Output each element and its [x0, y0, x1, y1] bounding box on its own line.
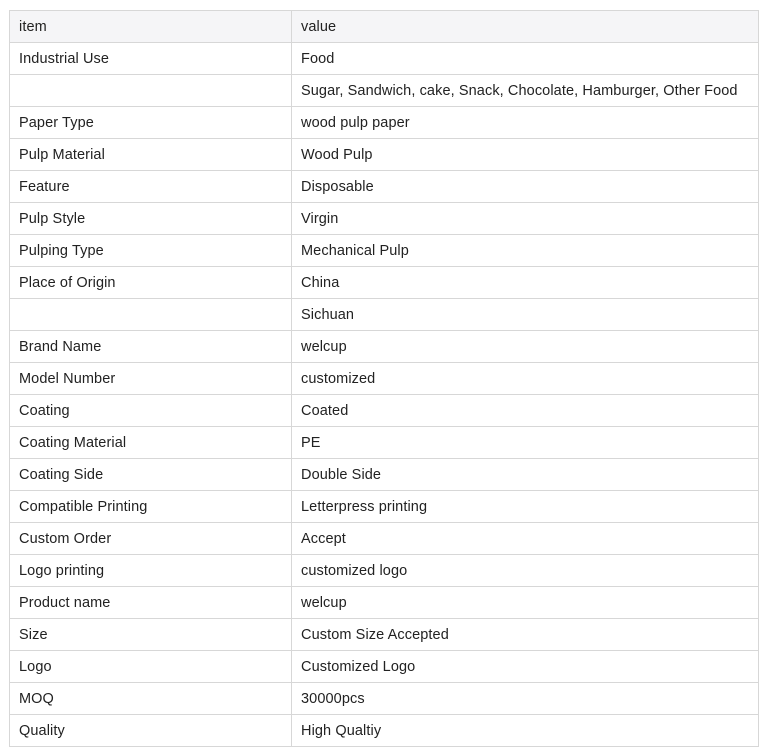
- item-cell: [10, 75, 292, 107]
- value-cell: welcup: [292, 331, 759, 363]
- value-cell: Double Side: [292, 459, 759, 491]
- item-cell: Place of Origin: [10, 267, 292, 299]
- spec-table: [9, 10, 759, 747]
- table-row: [10, 523, 759, 555]
- value-cell: High Qualtiy: [292, 715, 759, 747]
- value-cell: Custom Size Accepted: [292, 619, 759, 651]
- item-cell: Custom Order: [10, 523, 292, 555]
- table-row: [10, 43, 759, 75]
- value-cell: China: [292, 267, 759, 299]
- value-cell: PE: [292, 427, 759, 459]
- table-body: [10, 43, 759, 747]
- item-cell: Paper Type: [10, 107, 292, 139]
- table-header-row: [10, 11, 759, 43]
- value-cell: customized logo: [292, 555, 759, 587]
- item-cell: Model Number: [10, 363, 292, 395]
- item-cell: Size: [10, 619, 292, 651]
- table-row: [10, 235, 759, 267]
- item-cell: Product name: [10, 587, 292, 619]
- table-row: [10, 267, 759, 299]
- value-cell: Food: [292, 43, 759, 75]
- item-cell: Coating Side: [10, 459, 292, 491]
- table-row: [10, 459, 759, 491]
- table-row: [10, 683, 759, 715]
- value-cell: Mechanical Pulp: [292, 235, 759, 267]
- value-cell: welcup: [292, 587, 759, 619]
- table-row: [10, 619, 759, 651]
- value-cell: 30000pcs: [292, 683, 759, 715]
- item-cell: Pulping Type: [10, 235, 292, 267]
- item-cell: Compatible Printing: [10, 491, 292, 523]
- table-row: [10, 715, 759, 747]
- table-row: [10, 427, 759, 459]
- table-row: [10, 651, 759, 683]
- value-cell: customized: [292, 363, 759, 395]
- item-cell: Pulp Style: [10, 203, 292, 235]
- table-row: [10, 587, 759, 619]
- value-cell: Letterpress printing: [292, 491, 759, 523]
- table-row: [10, 75, 759, 107]
- item-cell: Coating: [10, 395, 292, 427]
- column-header-item: item: [10, 11, 292, 43]
- table-row: [10, 331, 759, 363]
- item-cell: MOQ: [10, 683, 292, 715]
- item-cell: Logo printing: [10, 555, 292, 587]
- item-cell: Coating Material: [10, 427, 292, 459]
- item-cell: Brand Name: [10, 331, 292, 363]
- item-cell: [10, 299, 292, 331]
- item-cell: Feature: [10, 171, 292, 203]
- spec-table-container: [9, 10, 758, 747]
- table-row: [10, 299, 759, 331]
- table-row: [10, 395, 759, 427]
- item-cell: Industrial Use: [10, 43, 292, 75]
- column-header-value: value: [292, 11, 759, 43]
- value-cell: Sichuan: [292, 299, 759, 331]
- table-row: [10, 139, 759, 171]
- table-row: [10, 203, 759, 235]
- value-cell: Accept: [292, 523, 759, 555]
- value-cell: Wood Pulp: [292, 139, 759, 171]
- value-cell: Coated: [292, 395, 759, 427]
- value-cell: wood pulp paper: [292, 107, 759, 139]
- table-row: [10, 107, 759, 139]
- item-cell: Quality: [10, 715, 292, 747]
- item-cell: Logo: [10, 651, 292, 683]
- item-cell: Pulp Material: [10, 139, 292, 171]
- value-cell: Customized Logo: [292, 651, 759, 683]
- table-row: [10, 491, 759, 523]
- table-row: [10, 555, 759, 587]
- value-cell: Sugar, Sandwich, cake, Snack, Chocolate, Hamburger, Other Food: [292, 75, 759, 107]
- table-row: [10, 171, 759, 203]
- table-row: [10, 363, 759, 395]
- value-cell: Virgin: [292, 203, 759, 235]
- value-cell: Disposable: [292, 171, 759, 203]
